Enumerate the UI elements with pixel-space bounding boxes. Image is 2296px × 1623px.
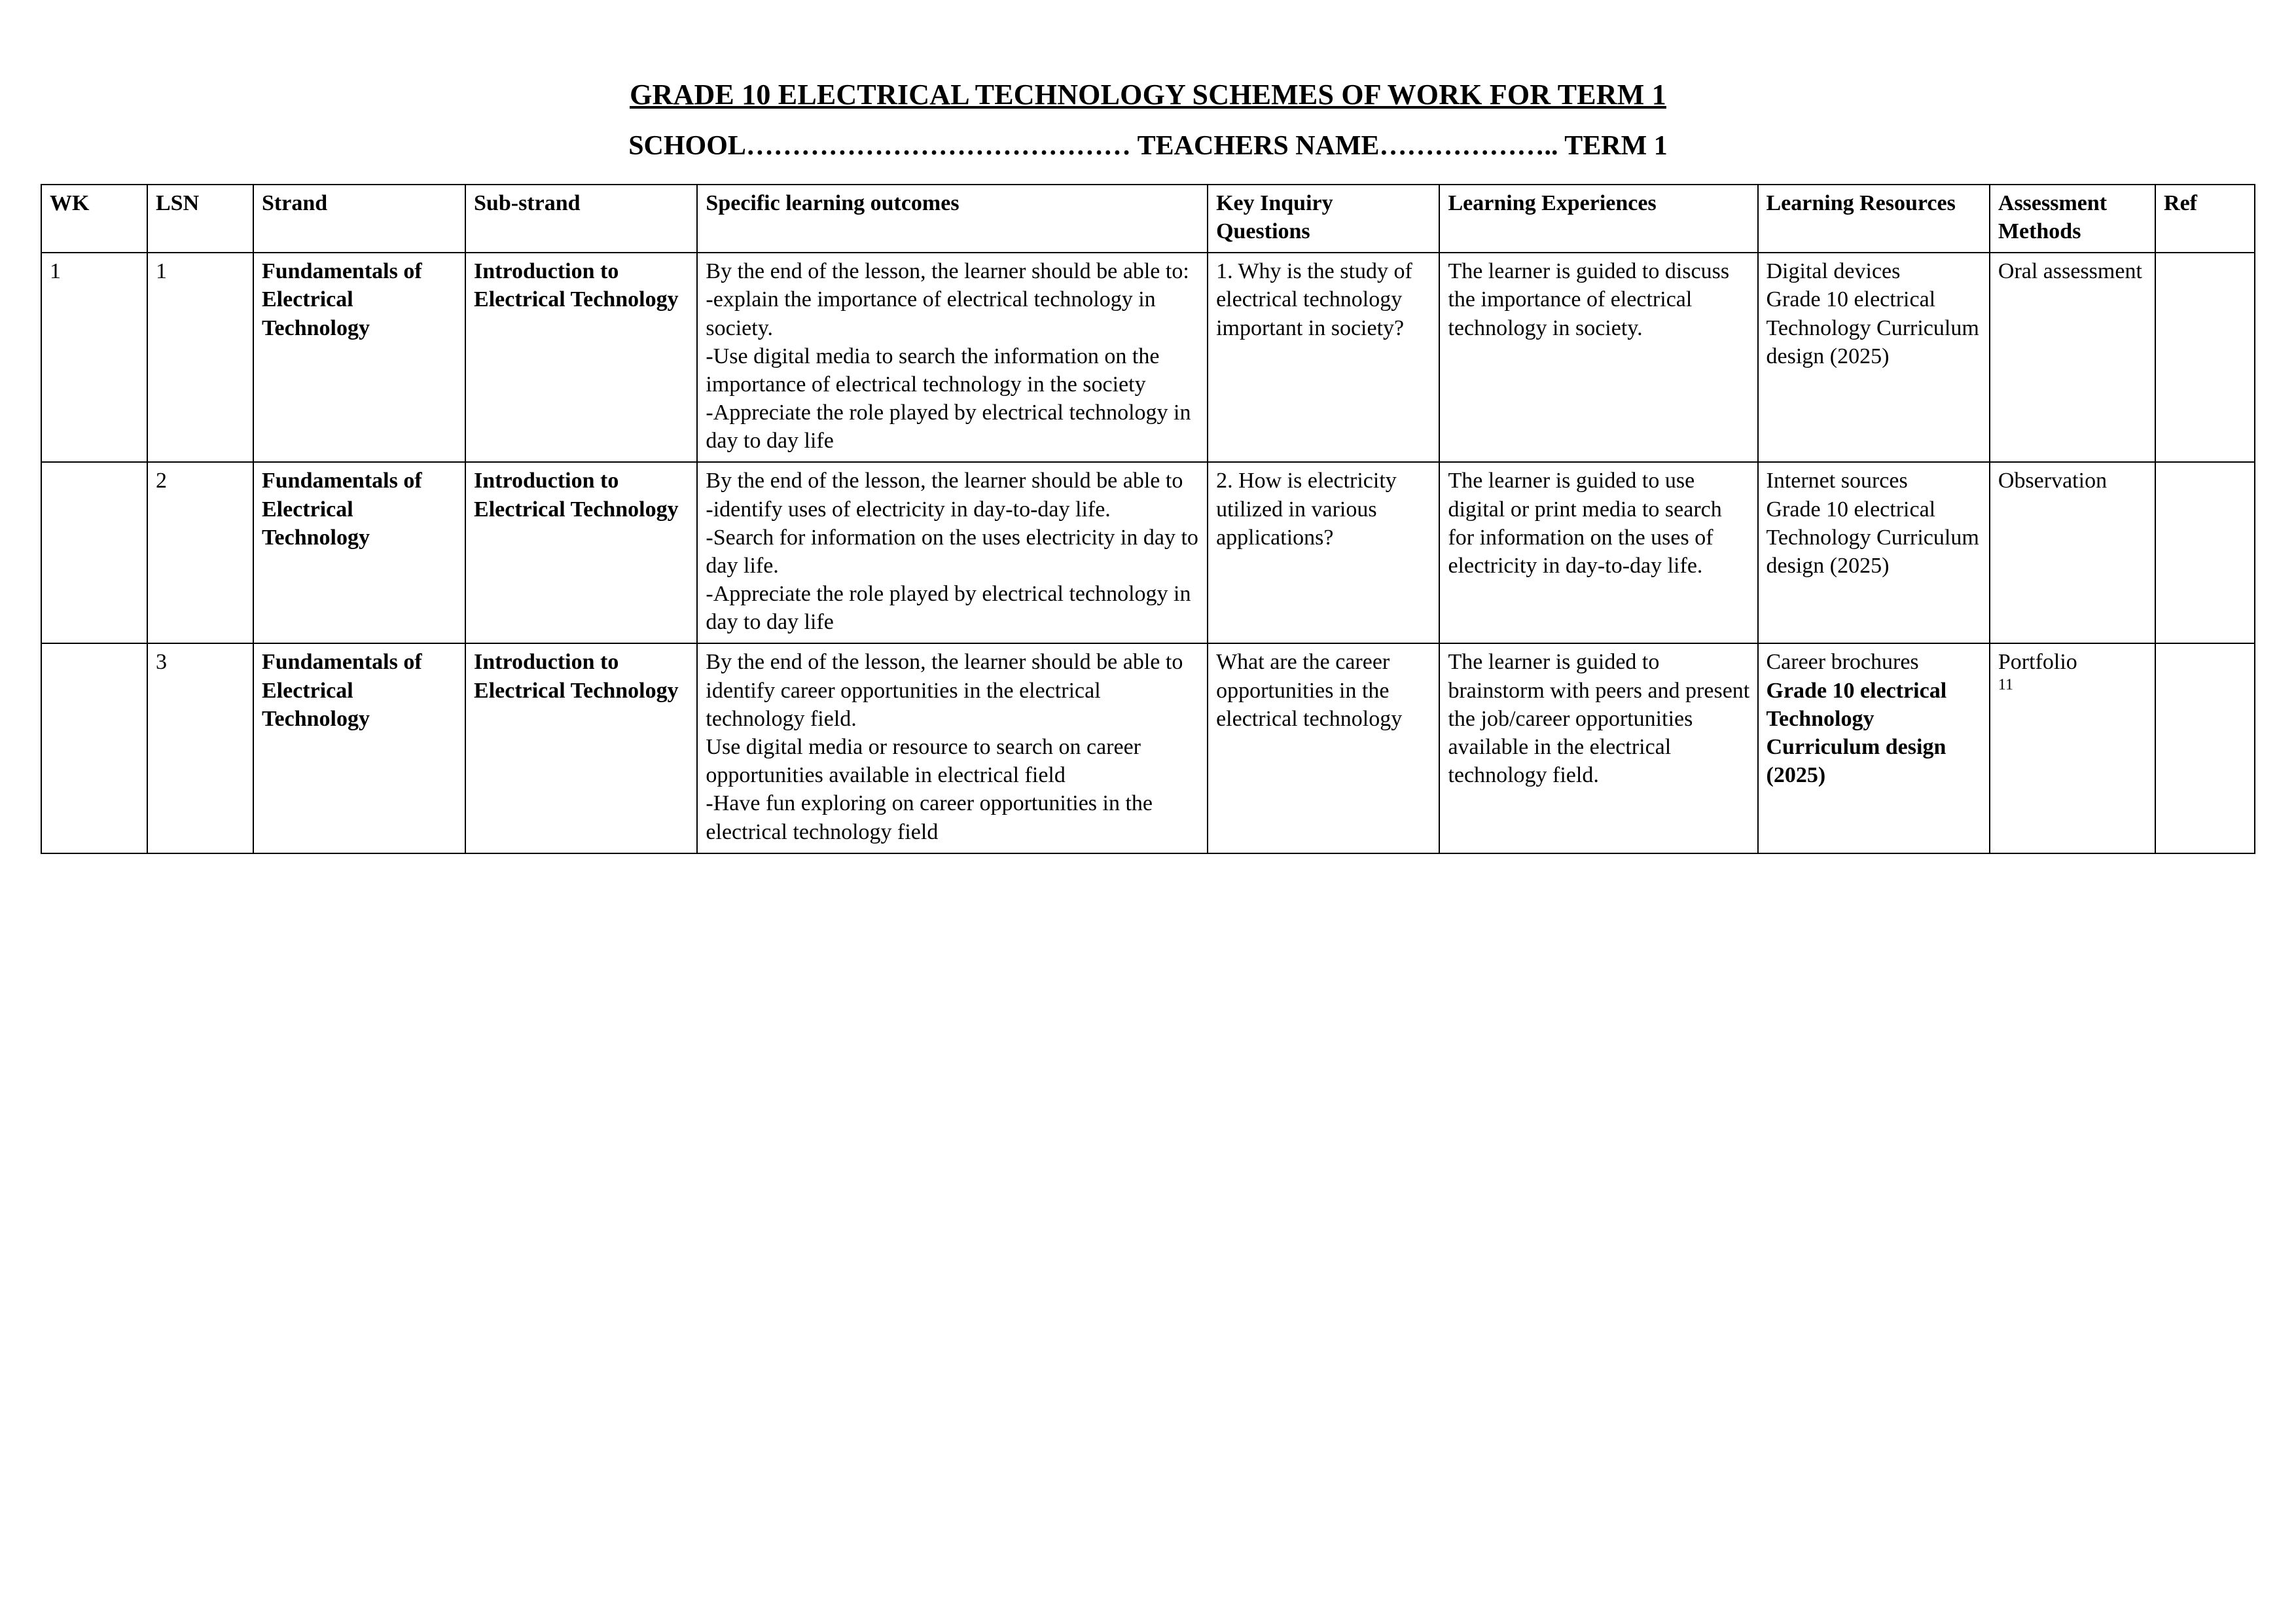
- cell-text: -explain the importance of electrical technology in society.: [706, 287, 1156, 340]
- header-learning-experiences: Learning Experiences: [1439, 185, 1757, 253]
- cell-text: The learner is guided to brainstorm with peers and present the job/career opportunities available in the electrical technology field.: [1448, 650, 1750, 788]
- cell-strand: [253, 643, 465, 853]
- cell-text: By the end of the lesson, the learner should be able to identify career opportunities in the electrical technology field.: [706, 650, 1183, 731]
- cell-text: 1: [156, 259, 167, 284]
- cell-text: -Appreciate the role played by electrical technology in day to day life: [706, 401, 1191, 454]
- cell-text: Portfolio: [1998, 650, 2077, 675]
- cell-learning-experiences: [1439, 253, 1757, 462]
- cell-text: Fundamentals of Electrical Technology: [262, 259, 422, 340]
- header-specific-learning-outcomes: Specific learning outcomes: [697, 185, 1208, 253]
- cell-specific-learning-outcomes: [697, 643, 1208, 853]
- table-row: [41, 462, 2255, 643]
- cell-text: By the end of the lesson, the learner should be able to:: [706, 259, 1189, 284]
- header-lsn: LSN: [147, 185, 253, 253]
- cell-specific-learning-outcomes: [697, 462, 1208, 643]
- cell-wk: [41, 643, 147, 853]
- cell-key-inquiry-questions: [1208, 253, 1439, 462]
- cell-text: -Use digital media to search the information on the importance of electrical technology in the society: [706, 344, 1160, 397]
- cell-strand: [253, 462, 465, 643]
- cell-text: The learner is guided to use digital or print media to search for information on the uses of electricity in day-to-day life.: [1448, 469, 1722, 578]
- cell-text: Introduction to Electrical Technology: [474, 259, 679, 312]
- cell-text: Fundamentals of Electrical Technology: [262, 469, 422, 550]
- cell-text: 2: [156, 469, 167, 493]
- table-row: [41, 643, 2255, 853]
- cell-substrand: [465, 643, 697, 853]
- cell-text: Grade 10 electrical Technology Curriculum design (2025): [1766, 287, 1979, 368]
- cell-lsn: [147, 462, 253, 643]
- cell-learning-resources: [1758, 643, 1990, 853]
- cell-text: 1. Why is the study of electrical technology important in society?: [1216, 259, 1412, 340]
- cell-specific-learning-outcomes: [697, 253, 1208, 462]
- cell-text: By the end of the lesson, the learner should be able to: [706, 469, 1183, 493]
- cell-learning-resources: [1758, 462, 1990, 643]
- cell-text: 2. How is electricity utilized in various applications?: [1216, 469, 1397, 550]
- table-row: [41, 253, 2255, 462]
- cell-text: -identify uses of electricity in day-to-day life.: [706, 497, 1111, 522]
- table-header-row: [41, 185, 2255, 253]
- cell-text: Digital devices: [1766, 259, 1901, 284]
- cell-text: -Appreciate the role played by electrical technology in day to day life: [706, 582, 1191, 635]
- cell-text: Grade 10 electrical Technology Curriculum design (2025): [1766, 678, 1947, 788]
- header-strand: Strand: [253, 185, 465, 253]
- cell-lsn: [147, 643, 253, 853]
- cell-learning-resources: [1758, 253, 1990, 462]
- document-subtitle: SCHOOL…………………………………… TEACHERS NAME……………….. TERM 1: [628, 130, 1668, 161]
- cell-key-inquiry-questions: [1208, 643, 1439, 853]
- cell-strand: [253, 253, 465, 462]
- cell-ref: [2155, 253, 2255, 462]
- header-ref: Ref: [2155, 185, 2255, 253]
- cell-text: Oral assessment: [1998, 259, 2142, 284]
- header-wk: WK: [41, 185, 147, 253]
- cell-text: What are the career opportunities in the electrical technology: [1216, 650, 1403, 731]
- cell-ref: [2155, 462, 2255, 643]
- cell-text: 1: [50, 259, 61, 284]
- cell-text: -Have fun exploring on career opportunities in the electrical technology field: [706, 791, 1153, 844]
- cell-substrand: [465, 253, 697, 462]
- cell-text: [1998, 677, 2148, 705]
- cell-text: Use digital media or resource to search on career opportunities available in electrical field: [706, 734, 1141, 788]
- cell-wk: [41, 253, 147, 462]
- header-substrand: Sub-strand: [465, 185, 697, 253]
- cell-text: The learner is guided to discuss the importance of electrical technology in society.: [1448, 259, 1730, 340]
- cell-lsn: [147, 253, 253, 462]
- cell-substrand: [465, 462, 697, 643]
- cell-text: Observation: [1998, 469, 2108, 493]
- header-key-inquiry-questions: Key Inquiry Questions: [1208, 185, 1439, 253]
- header-assessment-methods: Assessment Methods: [1990, 185, 2155, 253]
- cell-text: Internet sources: [1766, 469, 1908, 493]
- cell-text: Career brochures: [1766, 650, 1919, 675]
- table-body: [41, 253, 2255, 853]
- cell-learning-experiences: [1439, 643, 1757, 853]
- cell-text: -Search for information on the uses electricity in day to day life.: [706, 525, 1198, 578]
- cell-text: 3: [156, 650, 167, 675]
- cell-key-inquiry-questions: [1208, 462, 1439, 643]
- cell-wk: [41, 462, 147, 643]
- page-title: GRADE 10 ELECTRICAL TECHNOLOGY SCHEMES OF WORK FOR TERM 1: [630, 79, 1666, 111]
- cell-text: Introduction to Electrical Technology: [474, 650, 679, 703]
- cell-text: Introduction to Electrical Technology: [474, 469, 679, 522]
- cell-text: Fundamentals of Electrical Technology: [262, 650, 422, 731]
- cell-assessment-methods: [1990, 643, 2155, 853]
- cell-assessment-methods: [1990, 462, 2155, 643]
- schemes-of-work-table: [41, 184, 2255, 854]
- header-learning-resources: Learning Resources: [1758, 185, 1990, 253]
- cell-ref: [2155, 643, 2255, 853]
- cell-learning-experiences: [1439, 462, 1757, 643]
- assessment-footnote-marker: 11: [1998, 676, 2013, 694]
- cell-assessment-methods: [1990, 253, 2155, 462]
- cell-text: Grade 10 electrical Technology Curriculum design (2025): [1766, 497, 1979, 578]
